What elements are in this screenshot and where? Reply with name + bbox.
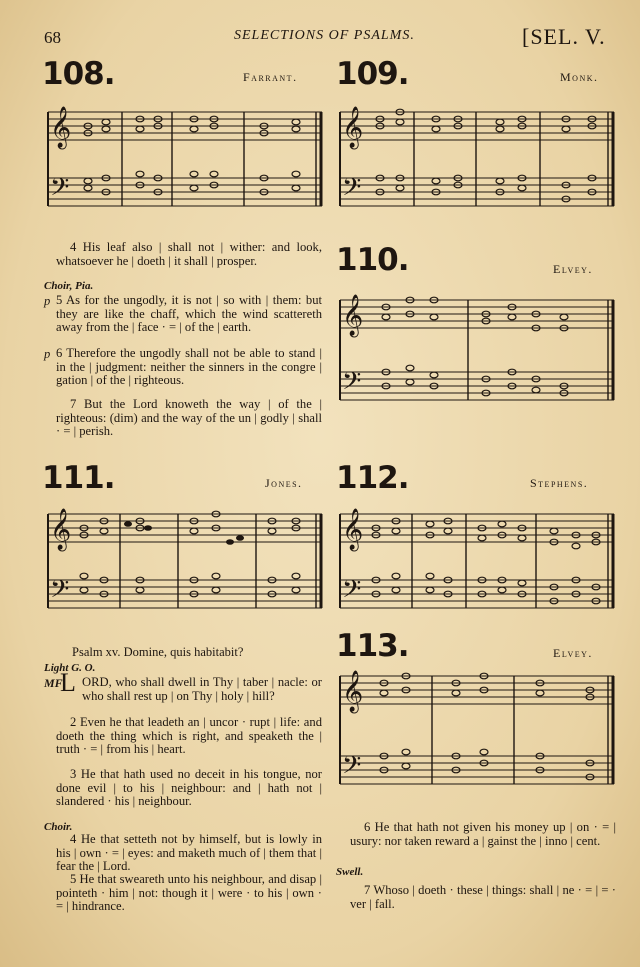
bass-clef-icon: 𝄢 [50,576,70,609]
treble-clef-icon: 𝄞 [342,107,364,147]
verse-6-xv: 6 He that hath not given his money up | on · = | usury: nor taken reward a | gainst the | inno | cent. [350,820,616,848]
treble-clef-icon: 𝄞 [342,509,364,549]
verse-6: 6 Therefore the ungodly shall not be able to stand | in the | judgment: neither the sinners in the congre | gation | of the | righteous. [56,346,322,388]
verse-1-start: ORD, who shall dwell in Thy | taber | nacle: or who shall rest up | on Thy | holy | hill? [82,675,322,703]
bass-clef-icon: 𝄢 [50,174,70,207]
page-number: 68 [44,28,61,47]
composer-108: Farrant. [243,70,298,84]
bass-clef-icon: 𝄢 [342,174,362,207]
composer-112: Stephens. [530,476,589,490]
verse-5: 5 As for the ungodly, it is not | so with | them: but they are like the chaff, which the wind scattereth away from the | face · = | of the | earth. [56,293,322,335]
music-score-110 [336,286,618,418]
psalm-i-text [56,241,322,268]
composer-111: Jones. [265,476,303,490]
verse-7-xv: 7 Whoso | doeth · these | things: shall | ne · = | = · ver | fall. [350,883,616,911]
verse-2: 2 Even he that leadeth an | uncor · rupt | life: and doeth the thing which is right, and speaketh the | truth · = | from his | heart. [56,715,322,757]
tune-number-108: 108. [42,56,115,92]
tune-number-112: 112. [336,460,409,496]
choir-direction: Choir, Pia. [44,280,94,292]
composer-113: Elvey. [553,646,593,660]
psalm-heading: Psalm xv. Domine, quis habitabit? [72,645,244,659]
treble-clef-icon: 𝄞 [50,107,72,147]
section-marker: [SEL. V. [522,24,606,49]
tune-number-111: 111. [42,460,115,496]
music-score-109 [336,104,618,220]
dynamic-mf: MF [44,676,63,690]
light-go-direction: Light G. O. [44,662,96,674]
choir-direction-2: Choir. [44,821,73,833]
music-score-111 [44,506,326,622]
treble-clef-icon: 𝄞 [342,671,364,711]
verse-4: 4 His leaf also | shall not | wither: and look, whatsoever he | doeth | it shall | prosper. [56,240,322,268]
music-score-108 [44,104,326,220]
tune-number-109: 109. [336,56,409,92]
dynamic-p-2: p [44,347,51,361]
bass-staff [48,178,322,206]
verse-7: 7 But the Lord knoweth the way | of the | righteous: (dim) and the way of the un | godly | shall · = | perish. [56,397,322,439]
verse-4-xv: 4 He that setteth not by himself, but is lowly in his | own · = | eyes: and maketh much of | them that | fear the | Lord. [56,832,322,874]
music-score-112 [336,506,618,622]
verse-5-xv: 5 He that sweareth unto his neighbour, and disap | pointeth · him | not: though it | were · to his | own · = | hindrance. [56,872,322,914]
verse-3: 3 He that hath used no deceit in his tongue, nor done evil | to his | neighbour: and | hath not | slandered · his | neighbour. [56,767,322,809]
drop-cap: L [60,668,76,697]
composer-110: Elvey. [553,262,593,276]
treble-clef-icon: 𝄞 [50,509,72,549]
bass-clef-icon: 𝄢 [342,368,362,401]
bass-clef-icon: 𝄢 [342,576,362,609]
composer-109: Monk. [560,70,599,84]
tune-number-110: 110. [336,242,409,278]
treble-clef-icon: 𝄞 [342,295,364,335]
dynamic-p-1: p [44,294,51,308]
running-title: SELECTIONS OF PSALMS. [234,28,415,43]
bass-clef-icon: 𝄢 [342,752,362,785]
music-score-113 [336,664,618,800]
swell-direction: Swell. [336,866,364,878]
tune-number-113: 113. [336,628,409,664]
